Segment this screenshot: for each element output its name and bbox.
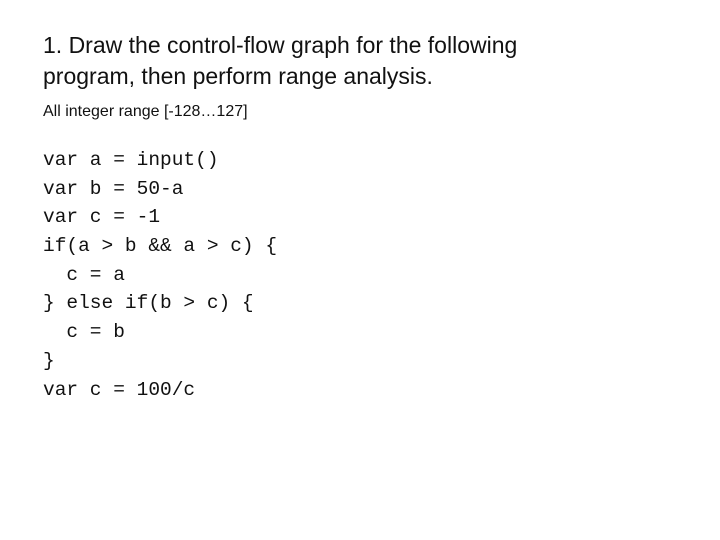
code-line-9: var c = 100/c bbox=[43, 378, 196, 401]
question-title-line-1: 1. Draw the control-flow graph for the following bbox=[43, 32, 518, 58]
code-line-4: if(a > b && a > c) { bbox=[43, 235, 278, 258]
code-line-2: var b = 50-a bbox=[43, 177, 184, 200]
question-title bbox=[43, 30, 683, 92]
question-title-line-2: program, then perform range analysis. bbox=[43, 63, 433, 89]
program-code-block bbox=[43, 146, 277, 404]
code-line-3: var c = -1 bbox=[43, 206, 161, 229]
code-line-8: } bbox=[43, 349, 55, 372]
integer-range-note: All integer range [-128…127] bbox=[43, 103, 248, 120]
code-line-1: var a = input() bbox=[43, 149, 219, 171]
code-line-5: c = a bbox=[43, 263, 125, 286]
code-line-7: c = b bbox=[43, 321, 125, 344]
code-line-6: } else if(b > c) { bbox=[43, 292, 254, 315]
